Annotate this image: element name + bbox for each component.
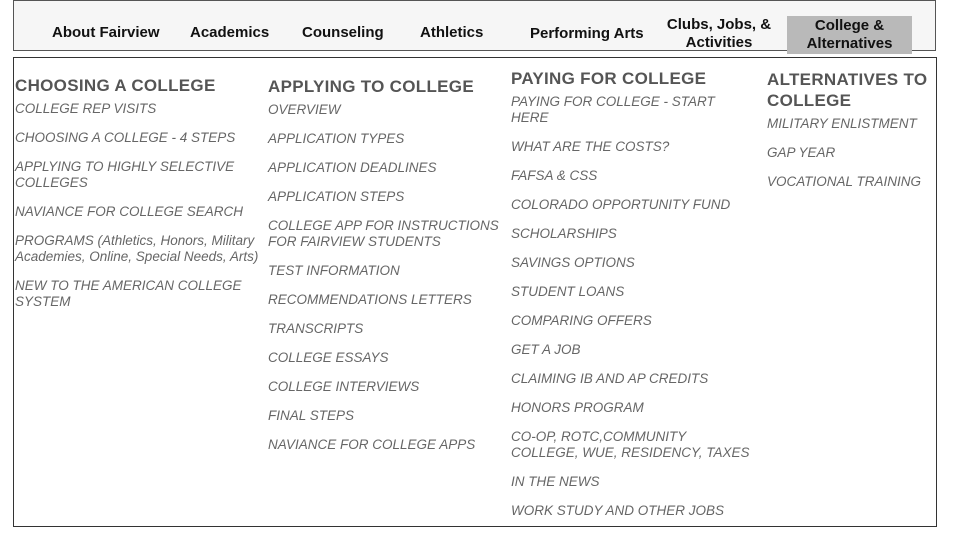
menu-link[interactable]: VOCATIONAL TRAINING — [767, 174, 922, 189]
column-title: PAYING FOR COLLEGE — [511, 69, 707, 88]
menu-link[interactable]: NEW TO THE AMERICAN COLLEGE SYSTEM — [15, 278, 242, 309]
menu-link[interactable]: OVERVIEW — [268, 102, 341, 117]
menu-link[interactable]: TRANSCRIPTS — [268, 321, 364, 336]
menu-link[interactable]: CLAIMING IB AND AP CREDITS — [511, 371, 709, 386]
menu-link[interactable]: FINAL STEPS — [268, 408, 355, 423]
menu-link[interactable]: GET A JOB — [511, 342, 581, 357]
menu-link[interactable]: SCHOLARSHIPS — [511, 226, 617, 241]
menu-column-applying — [268, 76, 506, 466]
column-title: CHOOSING A COLLEGE — [15, 76, 216, 95]
menu-link[interactable]: PROGRAMS (Athletics, Honors, Military Academies, Online, Special Needs, Arts) — [15, 233, 259, 264]
menu-link[interactable]: APPLICATION STEPS — [268, 189, 405, 204]
menu-link[interactable]: COLLEGE INTERVIEWS — [268, 379, 420, 394]
menu-link[interactable]: PAYING FOR COLLEGE - START HERE — [511, 94, 715, 125]
menu-link[interactable]: SAVINGS OPTIONS — [511, 255, 635, 270]
nav-college-alternatives[interactable]: College & Alternatives — [787, 16, 912, 54]
column-links — [511, 94, 756, 519]
menu-link[interactable]: FAFSA & CSS — [511, 168, 598, 183]
menu-link[interactable]: TEST INFORMATION — [268, 263, 400, 278]
menu-link[interactable]: COMPARING OFFERS — [511, 313, 652, 328]
column-title: ALTERNATIVES TO COLLEGE — [767, 70, 928, 110]
menu-column-alternatives — [767, 69, 932, 203]
menu-link[interactable]: COLORADO OPPORTUNITY FUND — [511, 197, 731, 212]
menu-link[interactable]: MILITARY ENLISTMENT — [767, 116, 917, 131]
nav-counseling[interactable]: Counseling — [302, 24, 384, 41]
menu-link[interactable]: COLLEGE APP FOR INSTRUCTIONS FOR FAIRVIEW STUDENTS — [268, 218, 499, 249]
column-title: APPLYING TO COLLEGE — [268, 77, 474, 96]
menu-link[interactable]: STUDENT LOANS — [511, 284, 625, 299]
menu-link[interactable]: APPLYING TO HIGHLY SELECTIVE COLLEGES — [15, 159, 235, 190]
nav-academics[interactable]: Academics — [190, 24, 270, 41]
menu-link[interactable]: APPLICATION TYPES — [268, 131, 405, 146]
nav-clubs-jobs-activities[interactable]: Clubs, Jobs, & Activities — [666, 16, 772, 51]
menu-link[interactable]: COLLEGE ESSAYS — [268, 350, 389, 365]
menu-link[interactable]: WORK STUDY AND OTHER JOBS — [511, 503, 725, 518]
menu-link[interactable]: CO-OP, ROTC,COMMUNITY COLLEGE, WUE, RESIDENCY, TAXES — [511, 429, 750, 460]
column-links — [15, 101, 260, 310]
top-nav-bar — [13, 0, 936, 51]
nav-about-fairview[interactable]: About Fairview — [52, 24, 160, 41]
menu-link[interactable]: GAP YEAR — [767, 145, 836, 160]
menu-link[interactable]: HONORS PROGRAM — [511, 400, 644, 415]
menu-link[interactable]: NAVIANCE FOR COLLEGE SEARCH — [15, 204, 244, 219]
menu-column-choosing — [15, 75, 260, 323]
menu-link[interactable]: RECOMMENDATIONS LETTERS — [268, 292, 472, 307]
menu-column-paying — [511, 68, 756, 532]
menu-link[interactable]: APPLICATION DEADLINES — [268, 160, 437, 175]
menu-link[interactable]: IN THE NEWS — [511, 474, 600, 489]
college-mega-menu — [13, 57, 937, 527]
column-links — [767, 116, 932, 190]
menu-link[interactable]: WHAT ARE THE COSTS? — [511, 139, 670, 154]
nav-athletics[interactable]: Athletics — [420, 24, 484, 41]
menu-link[interactable]: COLLEGE REP VISITS — [15, 101, 157, 116]
menu-link[interactable]: NAVIANCE FOR COLLEGE APPS — [268, 437, 476, 452]
menu-link[interactable]: CHOOSING A COLLEGE - 4 STEPS — [15, 130, 236, 145]
nav-performing-arts[interactable]: Performing Arts — [530, 25, 644, 42]
column-links — [268, 102, 506, 453]
